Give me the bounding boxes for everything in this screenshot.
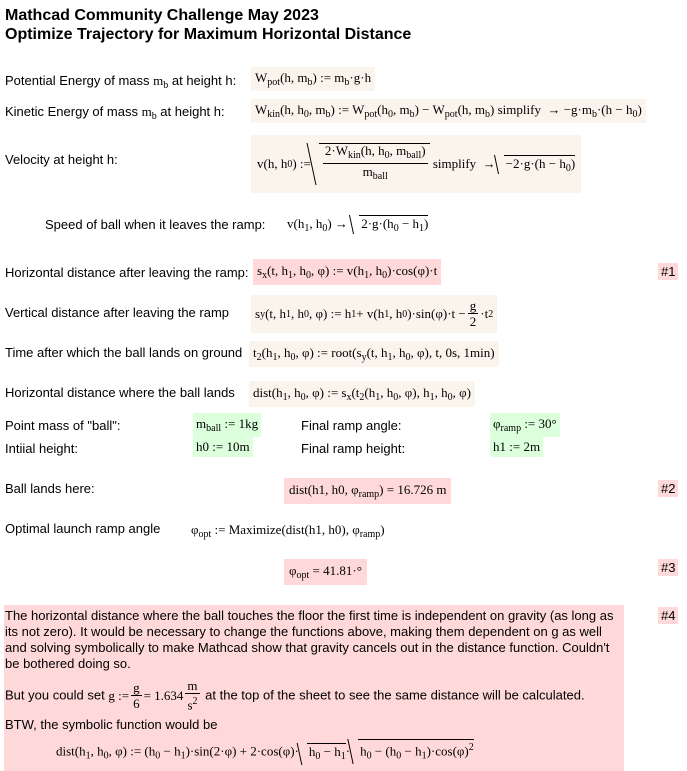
t2-expr[interactable]: $t_2(h_1$, $h_0$, φ) := $root(s_y(t$, $h_1$, $h_0$, φ), t, 0s, 1min): [249, 341, 499, 367]
speed-label: Speed of ball when it leaves the ramp:: [45, 217, 266, 232]
note-region[interactable]: [4, 605, 624, 771]
opt-result[interactable]: $\varphi_{opt} = 41.81\cdot^\circ$: [284, 559, 367, 585]
tag-4: #4: [658, 607, 678, 624]
title-line1: Mathcad Community Challenge May 2023: [5, 7, 319, 24]
horizontal-distance-label: Horizontal distance after leaving the ramp:: [5, 265, 249, 280]
h1-input[interactable]: h1 := 2m: [490, 437, 543, 457]
note-paragraph-2: But you could set g := $\frac{g}{6}$ = 1.634 $\frac{m}{s^2}$ at the top of the sheet to see the same distance will be calculated.: [5, 678, 585, 713]
symbolic-dist-expr[interactable]: $dist(h_1$, $h_0$, φ) := $(h_0 - h_1)\cdot\sin(2\cdot\varphi) + 2\cdot\cos(\varphi)\cdot h_0 - h_1\cdot h_0 - (h_0 - h_1)\cdot\cos(\varphi)^2$: [4, 733, 624, 764]
h0-input[interactable]: h0 := 10m: [193, 437, 253, 457]
lands-label: Ball lands here:: [5, 481, 95, 496]
sy-expr[interactable]: s y (t, h 1 , h 0 , φ) := h 1 + v(h 1 , h 0 )·sin(φ)·t − $\frac{g}{2}$ ·t 2: [251, 295, 497, 333]
mass-label: Point mass of "ball":: [5, 418, 121, 433]
speed-expr[interactable]: $v(h_1$, $h_0) \to 2\cdot g\cdot(h_0 - h_1)$: [287, 216, 429, 234]
velocity-expr[interactable]: v(h, h 0 ) := $\frac{2\cdot W_{kin}(h, h_0, m_{ball})}{m_{ball}}$ simplify → $-2\cdot g\cdot(h - h_0)$: [251, 135, 581, 193]
title-line2: Optimize Trajectory for Maximum Horizontal Distance: [5, 26, 412, 43]
opt-expr[interactable]: $\varphi_{opt}$ := Maximize(dist(h1, h0), $\varphi_{ramp}$): [191, 522, 385, 540]
time-label: Time after which the ball lands on ground: [5, 345, 243, 360]
kinetic-energy-expr[interactable]: $W_{kin}(h$, $h_0$, $m_b$) := $W_{pot}(h_0$, $m_b) - W_{pot}(h$, $m_b$) simplify → $-g\cdot m_b\cdot(h - h_0)$: [251, 99, 646, 123]
angle-input[interactable]: $\varphi_{ramp}$ := 30°: [490, 413, 560, 437]
note-paragraph-3: BTW, the symbolic function would be: [5, 717, 218, 733]
tag-3: #3: [658, 559, 678, 576]
potential-energy-label: Potential Energy of mass $m_b$ at height h:: [5, 73, 237, 91]
dist-expr[interactable]: $dist(h_1$, $h_0$, φ) := $s_x(t_2(h_1$, $h_0$, φ), $h_1$, $h_0$, φ): [249, 381, 475, 407]
h1-label: Final ramp height:: [301, 441, 406, 456]
vertical-distance-label: Vertical distance after leaving the ramp: [5, 305, 230, 320]
opt-label: Optimal launch ramp angle: [5, 521, 161, 536]
note-paragraph-1: The horizontal distance where the ball touches the floor the first time is independent on gravity (as long as its not zero). It would be necessary to change the functions above, making them dependent on g as well and solving symbolically to make Mathcad show that gravity cancels out in the distance function. Couldn't be bothered doing so.: [5, 608, 614, 671]
velocity-label: Velocity at height h:: [5, 152, 118, 167]
potential-energy-expr[interactable]: $W_{pot}(h$, $m_b$) := $m_b\cdot g\cdot h$: [251, 67, 375, 91]
tag-2: #2: [658, 480, 678, 497]
mass-input[interactable]: $m_{ball}$ := 1kg: [193, 413, 261, 437]
tag-1: #1: [658, 263, 678, 280]
kinetic-energy-label: Kinetic Energy of mass $m_b$ at height h:: [5, 104, 225, 122]
h0-label: Intiial height:: [5, 441, 78, 456]
sx-expr[interactable]: $s_x(t$, $h_1$, $h_0$, φ) := $v(h_1$, $h_0)\cdot\cos(\varphi)\cdot t$: [253, 259, 441, 285]
dist-label: Horizontal distance where the ball lands: [5, 385, 235, 400]
lands-result[interactable]: dist(h1, h0, $\varphi_{ramp}) = 16.726$ m: [284, 478, 451, 504]
angle-label: Final ramp angle:: [301, 418, 402, 433]
